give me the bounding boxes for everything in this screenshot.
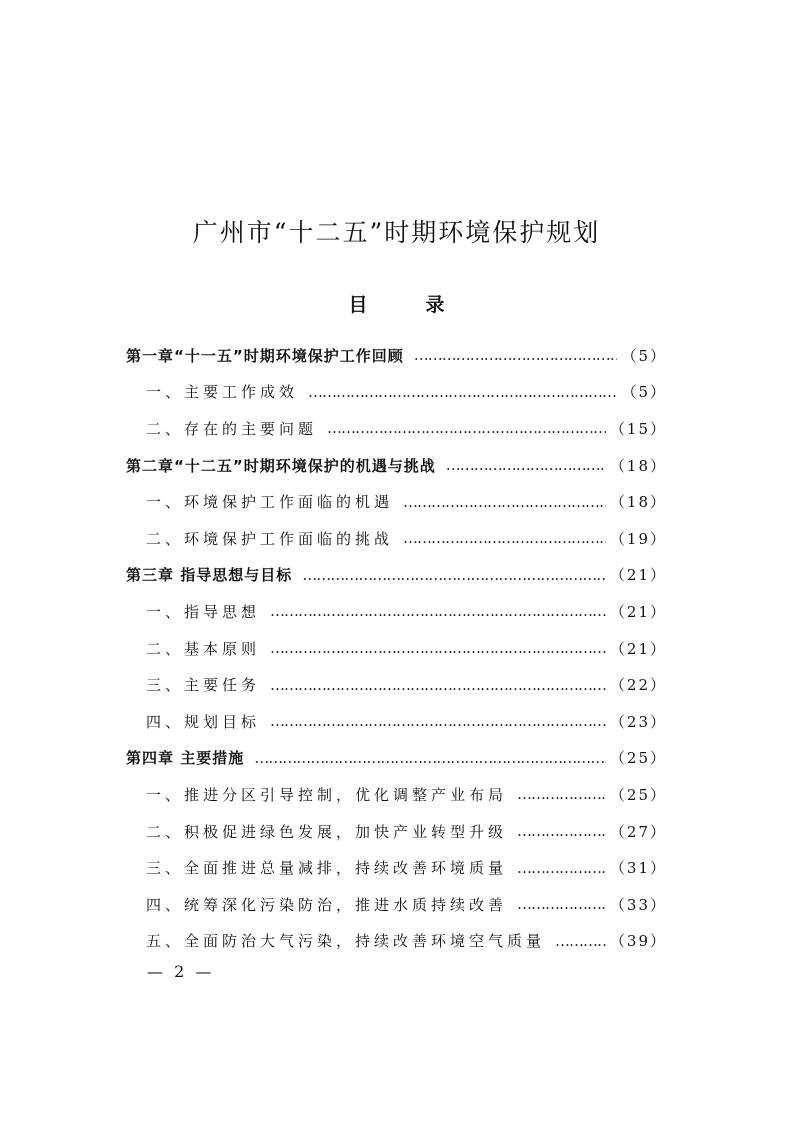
page-number: — 2 — <box>147 962 215 981</box>
toc-label: 一、指导思想 <box>146 602 261 621</box>
toc-section-3-2[interactable] <box>126 630 667 667</box>
toc-section-2-2[interactable] <box>126 520 667 557</box>
toc-page: （15） <box>609 419 667 438</box>
toc-section-3-3[interactable] <box>126 666 667 703</box>
toc-page: （33） <box>609 895 667 914</box>
toc-label: 二、存在的主要问题 <box>146 419 318 438</box>
toc-section-2-1[interactable] <box>126 483 667 520</box>
toc-leader <box>270 676 606 694</box>
toc-page: （39） <box>609 932 667 951</box>
toc-heading-right: 录 <box>425 294 445 316</box>
toc-leader <box>517 785 606 803</box>
table-of-contents <box>126 337 667 959</box>
toc-page: （23） <box>609 712 667 731</box>
toc-leader <box>270 712 606 730</box>
toc-label: 一、环境保护工作面临的机遇 <box>146 493 394 512</box>
toc-section-4-5[interactable] <box>126 923 667 960</box>
toc-chapter-4[interactable] <box>126 740 667 777</box>
toc-label: 二、基本原则 <box>146 639 261 658</box>
toc-page: （27） <box>609 822 667 841</box>
toc-page: （21） <box>609 602 667 621</box>
toc-leader <box>403 529 606 547</box>
toc-page: （18） <box>609 456 667 475</box>
toc-page: （5） <box>621 383 667 402</box>
toc-page: （5） <box>621 346 667 365</box>
toc-page: （25） <box>609 749 667 768</box>
toc-chapter-1[interactable] <box>126 337 667 374</box>
toc-label: 一、主要工作成效 <box>146 383 299 402</box>
toc-page: （31） <box>609 859 667 878</box>
toc-page: （18） <box>609 493 667 512</box>
toc-leader <box>327 419 606 437</box>
toc-leader <box>308 383 617 401</box>
toc-leader <box>414 346 618 364</box>
toc-section-4-1[interactable] <box>126 776 667 813</box>
toc-leader <box>446 456 606 474</box>
toc-heading-left: 目 <box>348 294 368 316</box>
toc-leader <box>403 493 606 511</box>
toc-section-1-1[interactable] <box>126 374 667 411</box>
toc-section-3-4[interactable] <box>126 703 667 740</box>
toc-label: 第四章 主要措施 <box>126 749 245 768</box>
toc-section-1-2[interactable] <box>126 410 667 447</box>
toc-leader <box>270 639 606 657</box>
toc-label: 二、积极促进绿色发展，加快产业转型升级 <box>146 822 508 841</box>
toc-section-3-1[interactable] <box>126 593 667 630</box>
toc-label: 二、环境保护工作面临的挑战 <box>146 529 394 548</box>
toc-section-4-4[interactable] <box>126 886 667 923</box>
document-title: 广州市“十二五”时期环境保护规划 <box>192 218 601 247</box>
toc-label: 三、全面推进总量减排，持续改善环境质量 <box>146 859 508 878</box>
toc-section-4-2[interactable] <box>126 813 667 850</box>
toc-label: 一、推进分区引导控制，优化调整产业布局 <box>146 785 508 804</box>
toc-leader <box>517 895 606 913</box>
toc-label: 第二章“十二五”时期环境保护的机遇与挑战 <box>126 456 436 475</box>
toc-label: 四、规划目标 <box>146 712 261 731</box>
toc-page: （22） <box>609 676 667 695</box>
toc-label: 五、全面防治大气污染，持续改善环境空气质量 <box>146 932 546 951</box>
toc-page: （21） <box>609 639 667 658</box>
toc-label: 三、主要任务 <box>146 676 261 695</box>
toc-leader <box>555 932 606 950</box>
toc-leader <box>517 859 606 877</box>
toc-label: 第三章 指导思想与目标 <box>126 566 293 585</box>
toc-label: 第一章“十一五”时期环境保护工作回顾 <box>126 346 404 365</box>
toc-leader <box>302 566 606 584</box>
toc-chapter-3[interactable] <box>126 557 667 594</box>
toc-label: 四、统筹深化污染防治，推进水质持续改善 <box>146 895 508 914</box>
toc-leader <box>254 749 606 767</box>
toc-section-4-3[interactable] <box>126 849 667 886</box>
toc-page: （21） <box>609 566 667 585</box>
toc-chapter-2[interactable] <box>126 447 667 484</box>
toc-leader <box>270 602 606 620</box>
toc-leader <box>517 822 606 840</box>
toc-page: （25） <box>609 785 667 804</box>
toc-page: （19） <box>609 529 667 548</box>
toc-heading <box>0 290 793 317</box>
